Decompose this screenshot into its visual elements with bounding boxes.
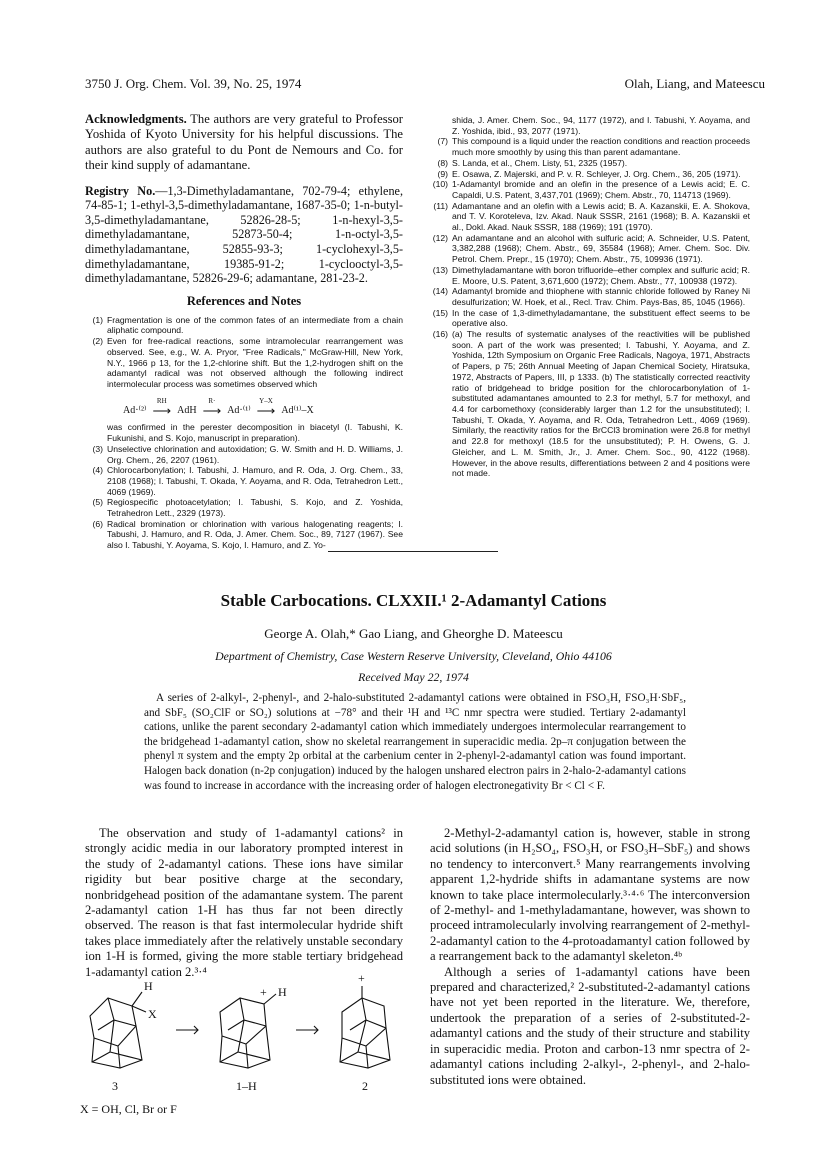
reference-item: (13) Dimethyladamantane with boron trifluoride–ether complex and sulfuric acid; R. E. Moore, U.S. Patent, 3,671,600 (1972); Chem. Abstr., 77, 100938 (1972).: [432, 264, 750, 286]
scheme-species: Ad⁽¹⁾–X: [281, 404, 314, 416]
scheme-species: AdH: [177, 404, 197, 416]
article-authors: George A. Olah,* Gao Liang, and Gheorghe D. Mateescu: [264, 626, 563, 641]
article-abstract: A series of 2-alkyl-, 2-phenyl-, and 2-halo-substituted 2-adamantyl cations were obtained in FSO₃H, FSO₃H·SbF₅, and SbF₅ (SO₂ClF or SO₂) solutions at −78° and their ¹H and ¹³C nmr spectra were studied. Tertiary 2-adamantyl cations, unlike the parent secondary 2-adamantyl cation which immediately undergoes intermolecular rearrangement to the bridgehead 1-adamantyl cation, show no skeletal rearrangement in superacidic media. 2p–π conjugation between the phenyl π system and the empty 2p orbital at the carbenium center in 2-phenyl-2-adamantyl cation was found important. Halogen back donation (n-2p conjugation) induced by the halogen unshared electron pairs in 2-halo-2-adamantyl cations was found to increase in accordance with the increasing order of halogen electronegativity Br < Cl < F.: [144, 692, 686, 792]
article-received-date: Received May 22, 1974: [358, 670, 469, 684]
left-column-top: [85, 112, 403, 551]
scheme-arrow: Y–X ⟶: [256, 396, 276, 419]
references-list-left: [85, 315, 403, 551]
scheme-arrow: R· ⟶: [202, 396, 222, 419]
reaction-arrow: [296, 1026, 318, 1034]
reference-item: (11) Adamantane and an olefin with a Lewis acid; B. A. Kazanskii, E. A. Shokova, and T. V. Koroteleva, Izv. Akad. Nauk SSSR, 2161 (1968); B. A. Kazanskii et al., Dokl. Akad. Nauk SSSR, 188 (1969); 191 (1970).: [433, 200, 750, 233]
reference-item: (2) Even for free-radical reactions, some intramolecular rearrangement was observed. See, e.g., W. A. Pryor, "Free Radicals," McGraw-Hill, New York, N.Y., 1966 p 13, for the 1,2-chlorine shift. But the 1,2-hydrogen shift on the adamantyl radical was not observed although the following indirect intermolecular process was sometimes observed which: [92, 336, 403, 389]
scheme-species: Ad·⁽²⁾: [123, 404, 147, 416]
reference-item: (7) This compound is a liquid under the reaction conditions and reaction proceeds much more smoothly by using this than parent adamantane.: [437, 136, 750, 158]
registry-heading: Registry No.: [85, 183, 156, 198]
reference-item: shida, J. Amer. Chem. Soc., 94, 1177 (1972), and I. Tabushi, Y. Aoyama, and Z. Yoshida, ibid., 93, 2077 (1971).: [452, 115, 750, 136]
substituent-H-label: H: [144, 979, 153, 993]
registry-text: —1,3-Dimethyladamantane, 702-79-4; ethylene, 74-85-1; 1-ethyl-3,5-dimethyladamantane, 1687-35-0; 1-n-butyl-3,5-dimethyladamantane, 52826-28-5; 1-n-hexyl-3,5-dimethyladamantane, 52873-50-4; 1-n-octyl-3,5-dimethyladamantane, 52855-93-3; 1-cyclohexyl-3,5-dimethyladamantane, 19385-91-2; 1-cyclooctyl-3,5-dimethyladamantane, 52826-29-6; adamantane, 281-23-2.: [85, 183, 404, 286]
figure-caption: X = OH, Cl, Br or F: [80, 1102, 177, 1116]
structure-3: [90, 992, 146, 1068]
compound-1H-label: 1–H: [236, 1079, 257, 1093]
registry-numbers: [85, 184, 403, 286]
scheme-arrow: RH ⟶: [152, 396, 172, 419]
reference-item: was confirmed in the perester decomposition in biacetyl (I. Tabushi, K. Fukunishi, and S. Kojo, manuscript in preparation).: [107, 422, 403, 444]
compound-2-label: 2: [362, 1079, 368, 1093]
radical-scheme: [123, 396, 403, 417]
reference-item: (3) Unselective chlorination and autoxidation; G. W. Smith and H. D. Williams, J. Org. Chem., 26, 2207 (1961).: [92, 443, 403, 465]
reference-item: (12) An adamantane and an alcohol with sulfuric acid; A. Schneider, U.S. Patent, 3,382,288 (1968); Chem. Abstr., 69, 35584 (1968); Amer. Chem. Soc. Div. Petrol. Chem. Prepr., 15 (1970); Chem. Abstr., 75, 109936 (1971).: [432, 232, 750, 265]
acknowledgments-heading: Acknowledgments.: [85, 112, 187, 126]
reference-item: (15) In the case of 1,3-dimethyladamantane, the substituent effect seems to be operative also.: [432, 307, 750, 329]
references-heading: References and Notes: [186, 293, 302, 308]
reference-item: (6) Radical bromination or chlorination with various halogenating reagents; I. Tabushi, J. Hamuro, and R. Oda, J. Amer. Chem. Soc., 89, 7127 (1967). See also I. Tabushi, Y. Aoyama, S. Kojo, I. Hamuro, and Z. Yo-: [92, 518, 403, 551]
article-affiliation: Department of Chemistry, Case Western Reserve University, Cleveland, Ohio 44106: [215, 649, 612, 663]
body-paragraph: The observation and study of 1-adamantyl cations² in strongly acidic media in our laboratory prompted interest in the study of 2-adamantyl cations. These ions have similar rigidity but bear positive charge at the secondary, nonbridgehead position of the adamantane system. The parent 2-adamantyl cation 1-H has thus far not been directly observed. The reason is that fast intermolecular hydride shift takes place immediately after the relatively unstable secondary ion 1-H is formed, giving the more stable tertiary bridgehead 1-adamantyl cation 2.³·⁴: [85, 826, 403, 979]
structure-1H: [220, 994, 276, 1068]
reaction-arrow: [176, 1026, 198, 1034]
body-paragraph: 2-Methyl-2-adamantyl cation is, however, stable in strong acid solutions (in H₂SO₄, FSO₃H, or FSO₃H–SbF₅) and shows no tendency to interconvert.⁵ Many rearrangements involving apparent 1,2-hydride shifts in adamantane systems are now known to take place intermolecularly.³·⁴·⁶ The interconversion of 2-methyl- and 1-methyladamantane, however, was shown to proceed intramolecularly involving rearrangement of 2-methyl-2-adamantyl cation to the 4-protoadamantyl cation followed by a rearrangement back to the adamantyl skeleton.⁴ᵇ: [430, 826, 750, 964]
body-left-column: [85, 826, 403, 980]
body-paragraph: Although a series of 1-adamantyl cations have been prepared and characterized,² 2-substituted-2-adamantyl cations have not yet been reported in the literature. We, therefore, undertook the preparation of a series of 2-substituted-2-adamantyl cations and the study of their structure and stability in superacidic media. Proton and carbon-13 nmr spectra of 2-adamantyl cations including 2-alkyl-, 2-phenyl-, and 2-halo-substituted ions were obtained.: [430, 964, 750, 1087]
reference-item: (5) Regiospecific photoacetylation; I. Tabushi, S. Kojo, and Z. Yoshida, Tetrahedron Lett., 2329 (1973).: [92, 497, 403, 519]
compound-3-label: 3: [112, 1079, 118, 1093]
running-header-right: Olah, Liang, and Mateescu: [624, 76, 765, 91]
cation-plus-label: +: [260, 985, 267, 999]
article-title: Stable Carbocations. CLXXII.¹ 2-Adamantyl Cations: [220, 591, 607, 610]
reference-item: (10) 1-Adamantyl bromide and an olefin in the presence of a Lewis acid; E. C. Capaldi, U.S. Patent, 3,437,701 (1969); Chem. Abstr., 70, 114713 (1969).: [432, 179, 750, 200]
cation-plus-label: +: [358, 971, 365, 985]
section-divider: [328, 551, 498, 552]
reference-item: (8) S. Landa, et al., Chem. Listy, 51, 2325 (1957).: [437, 157, 628, 168]
reference-item: (14) Adamantyl bromide and thiophene with stannic chloride followed by Raney Ni desulfurization; W. Hoek, et al., Recl. Trav. Chim. Pays-Bas, 85, 1045 (1966).: [432, 286, 750, 307]
acknowledgments-text: The authors are very grateful to Professor Yoshida of Kyoto University for his helpful discussions. The authors are also grateful to du Pont de Nemours and Co. for their kind supply of adamantane.: [85, 112, 404, 173]
scheme-species: Ad·⁽¹⁾: [227, 404, 251, 416]
reference-item: (4) Chlorocarbonylation; I. Tabushi, J. Hamuro, and R. Oda, J. Org. Chem., 33, 2108 (1968); I. Tabushi, T. Okada, Y. Aoyama, and R. Oda, Tetrahedron Lett., 4069 (1969).: [92, 465, 403, 497]
references-list-right: [430, 115, 750, 479]
acknowledgments: [85, 112, 403, 174]
substituent-H-label: H: [278, 985, 287, 999]
reference-item: (16) (a) The results of systematic analyses of the reactivities will be published soon. A part of the work was presented; I. Tabushi, Y. Aoyama, and Z. Yoshida, 12th Symposium on Organic Free Radicals, Nagoya, 1971, Abstracts of Papers, p 75; 26th Annual Meeting of Japan Chemical Society, Hiratsuka, 1972, Abstracts of Papers, III, p 1333. (b) The statistically corrected reactivity ratio of bridgehead to bridge position for the chlorocarbonylation of 1-substituted adamantanes amounted to 2.3 for methyl, 5.7 for methoxyl, and 4.4 for carbomethoxy (considerably larger than 1.2 for the unsubstituted); I. Tabushi, T. Okada, Y. Aoyama, and R. Oda, Tetrahedron Lett., 4069 (1969). Similarly, the reactivity ratios for the BrCCl3 bromination were 26.8 for methyl and 22.8 for methoxyl (18.5 for the unsubstituted); P. H. Owens, G. J. Gleicher, and L. M. Smith, Jr., J. Amer. Chem. Soc., 90, 4122 (1968). However, in the above results, differentiations between 2 and 4 positions were not made.: [432, 329, 750, 479]
structure-2: [340, 986, 390, 1068]
running-header-left: 3750 J. Org. Chem. Vol. 39, No. 25, 1974: [85, 76, 302, 91]
adamantyl-structures-figure: [80, 968, 400, 1100]
substituent-X-label: X: [148, 1007, 157, 1021]
body-right-column: [430, 826, 750, 1088]
reference-item: (9) E. Osawa, Z. Majerski, and P. v. R. Schleyer, J. Org. Chem., 36, 205 (1971).: [437, 168, 741, 179]
reference-item: (1) Fragmentation is one of the common fates of an intermediate from a chain aliphatic compound.: [92, 314, 403, 336]
